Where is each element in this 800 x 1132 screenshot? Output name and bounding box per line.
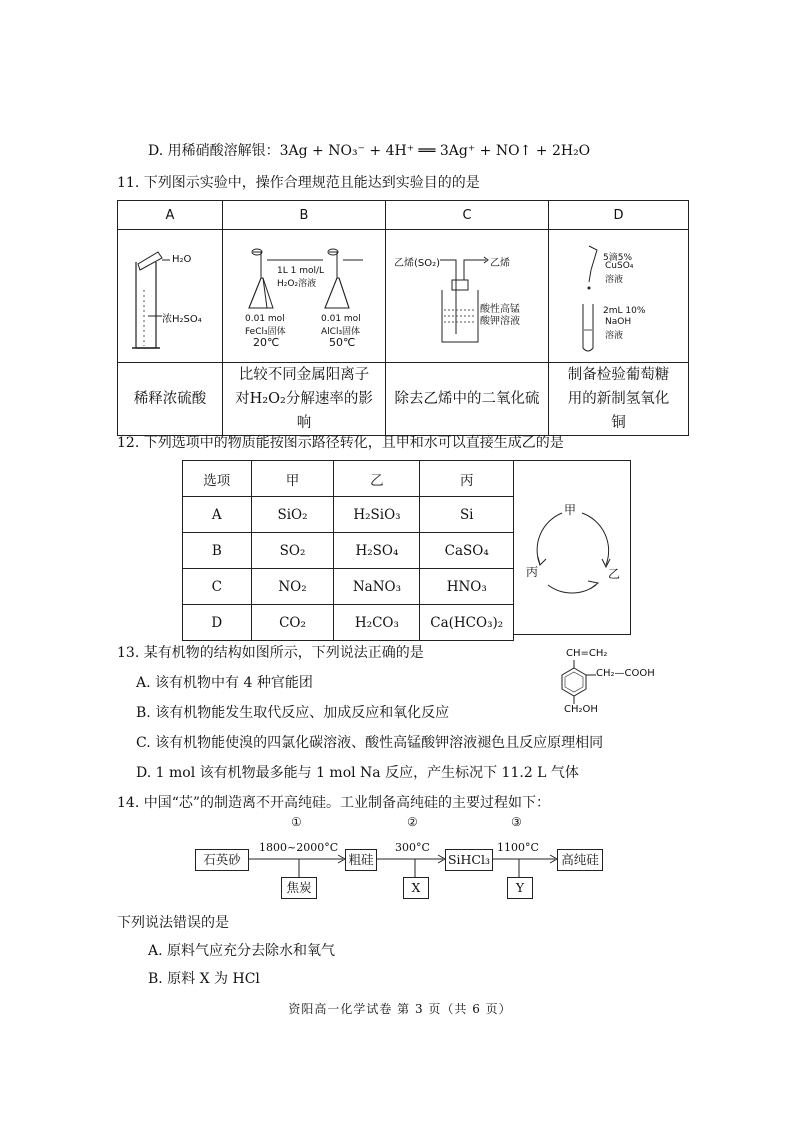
q11-header-c: C [386,201,549,230]
q12-cell: B [183,533,252,569]
condition-2: 300°C [395,841,430,854]
page-footer: 资阳高一化学试卷 第 3 页（共 6 页） [288,1002,512,1016]
label-alcl3: AlCl₃固体 [321,327,361,337]
structure-hydroxymethyl: CH₂OH [564,704,598,715]
q12-row-b [183,533,514,569]
label-h2o2: H₂O₂溶液 [277,279,317,289]
q11-caption-d: 制备检验葡萄糖用的新制氢氧化铜 [549,363,689,436]
q12-cell: HNO₃ [420,569,514,605]
q12-cell: Ca(HCO₃)₂ [420,605,514,641]
q14-stem: 14. 中国“芯”的制造离不开高纯硅。工业制备高纯硅的主要过程如下： [117,795,551,811]
label-temp-20: 20℃ [253,336,280,349]
label-naoh-solution: 溶液 [605,331,624,341]
cycle-yi: 乙 [608,567,621,581]
q11-figure-d [549,230,689,363]
label-naoh-volume: 2mL 10% [603,306,646,316]
q12-header-yi: 乙 [334,461,420,497]
node-sihcl3: SiHCl₃ [445,849,493,871]
q12-cycle-diagram [514,460,631,635]
q11-header-d: D [549,201,689,230]
cycle-bing: 丙 [526,565,539,579]
q12-cell: SO₂ [251,533,334,569]
q11-stem: 11. 下列图示实验中，操作合理规范且能达到实验目的的是 [117,175,480,191]
q12-row-c [183,569,514,605]
input-y: Y [507,877,533,899]
q11-header-b: B [223,201,386,230]
graduated-cylinder-icon [118,230,222,362]
step-3: ③ [511,815,522,829]
structure-acetic: CH₂—COOH [596,668,655,679]
q13-option-d: D. 1 mol 该有机物最多能与 1 mol Na 反应，产生标况下 11.2 L 气体 [136,765,579,781]
q12-cell: H₂SiO₃ [334,497,420,533]
q13-option-c: C. 该有机物能使溴的四氯化碳溶液、酸性高锰酸钾溶液褪色且反应原理相同 [136,735,604,751]
gas-washing-bottle-icon [386,230,548,362]
q14-option-a: A. 原料气应充分去除水和氧气 [148,943,336,959]
q12-header-option: 选项 [183,461,252,497]
condition-3: 1100°C [497,841,539,854]
q12-cell: CaSO₄ [420,533,514,569]
label-conc-h2so4: 浓H₂SO₄ [162,314,202,325]
label-cuso4: CuSO₄ [605,261,634,271]
q12-row-d [183,605,514,641]
label-inlet: 乙烯(SO₂) [394,258,441,269]
label-cuso4-solution: 溶液 [605,275,624,285]
q12-cell: C [183,569,252,605]
condition-1: 1800~2000°C [259,841,339,854]
label-kmno4-1: 酸性高锰 [480,304,520,315]
q11-table [117,200,689,436]
q11-figure-a [118,230,223,363]
structure-vinyl: CH=CH₂ [566,648,608,659]
q12-cell: SiO₂ [251,497,334,533]
node-quartz-sand: 石英砂 [195,849,249,871]
step-1: ① [291,815,302,829]
q12-header-jia: 甲 [251,461,334,497]
input-coke: 焦炭 [281,877,317,899]
conical-flasks-icon [223,230,385,362]
q12-table [182,460,514,641]
label-water: H₂O [172,254,192,265]
q14-flowchart [195,815,615,905]
q12-cell: Si [420,497,514,533]
label-alcl3-amount: 0.01 mol [321,314,361,324]
input-x: X [403,877,429,899]
label-kmno4-2: 酸钾溶液 [480,316,520,327]
q12-header-bing: 丙 [420,461,514,497]
q12-cell: H₂CO₃ [334,605,420,641]
label-fecl3: FeCl₃固体 [245,327,286,337]
q12-stem: 12. 下列选项中的物质能按图示路径转化，且甲和水可以直接生成乙的是 [117,435,564,451]
q12-cell: H₂SO₄ [334,533,420,569]
q11-caption-a: 稀释浓硫酸 [118,363,223,436]
q12-row-a [183,497,514,533]
q12-cell: D [183,605,252,641]
label-outlet: 乙烯 [490,258,510,269]
q12-cell: NaNO₃ [334,569,420,605]
label-fecl3-amount: 0.01 mol [245,314,285,324]
q13-structure [548,648,678,720]
label-cuso4-drops: 5滴5% [603,253,633,263]
q12-cell: NO₂ [251,569,334,605]
q14-question: 下列说法错误的是 [117,915,229,931]
label-temp-50: 50℃ [329,336,356,349]
q11-figure-c [386,230,549,363]
q12-cell: A [183,497,252,533]
node-crude-silicon: 粗硅 [345,849,377,871]
cycle-arrows-icon [514,461,630,634]
node-pure-silicon: 高纯硅 [557,849,603,871]
label-h2o2-conc: 1L 1 mol/L [277,266,325,276]
q13-option-b: B. 该有机物能发生取代反应、加成反应和氧化反应 [136,705,450,721]
q13-option-a: A. 该有机物中有 4 种官能团 [136,675,313,691]
q11-header-a: A [118,201,223,230]
step-2: ② [407,815,418,829]
q11-caption-b: 比较不同金属阳离子对H₂O₂分解速率的影响 [223,363,386,436]
q11-figure-b [223,230,386,363]
q10-option-d: D. 用稀硝酸溶解银：3Ag + NO₃⁻ + 4H⁺ ══ 3Ag⁺ + NO↑ + 2H₂O [148,143,591,159]
label-naoh: NaOH [605,317,632,327]
q11-caption-c: 除去乙烯中的二氧化硫 [386,363,549,436]
q14-option-b: B. 原料 X 为 HCl [148,971,260,987]
q13-stem: 13. 某有机物的结构如图所示，下列说法正确的是 [117,645,424,661]
q12-cell: CO₂ [251,605,334,641]
cycle-jia: 甲 [564,503,577,517]
